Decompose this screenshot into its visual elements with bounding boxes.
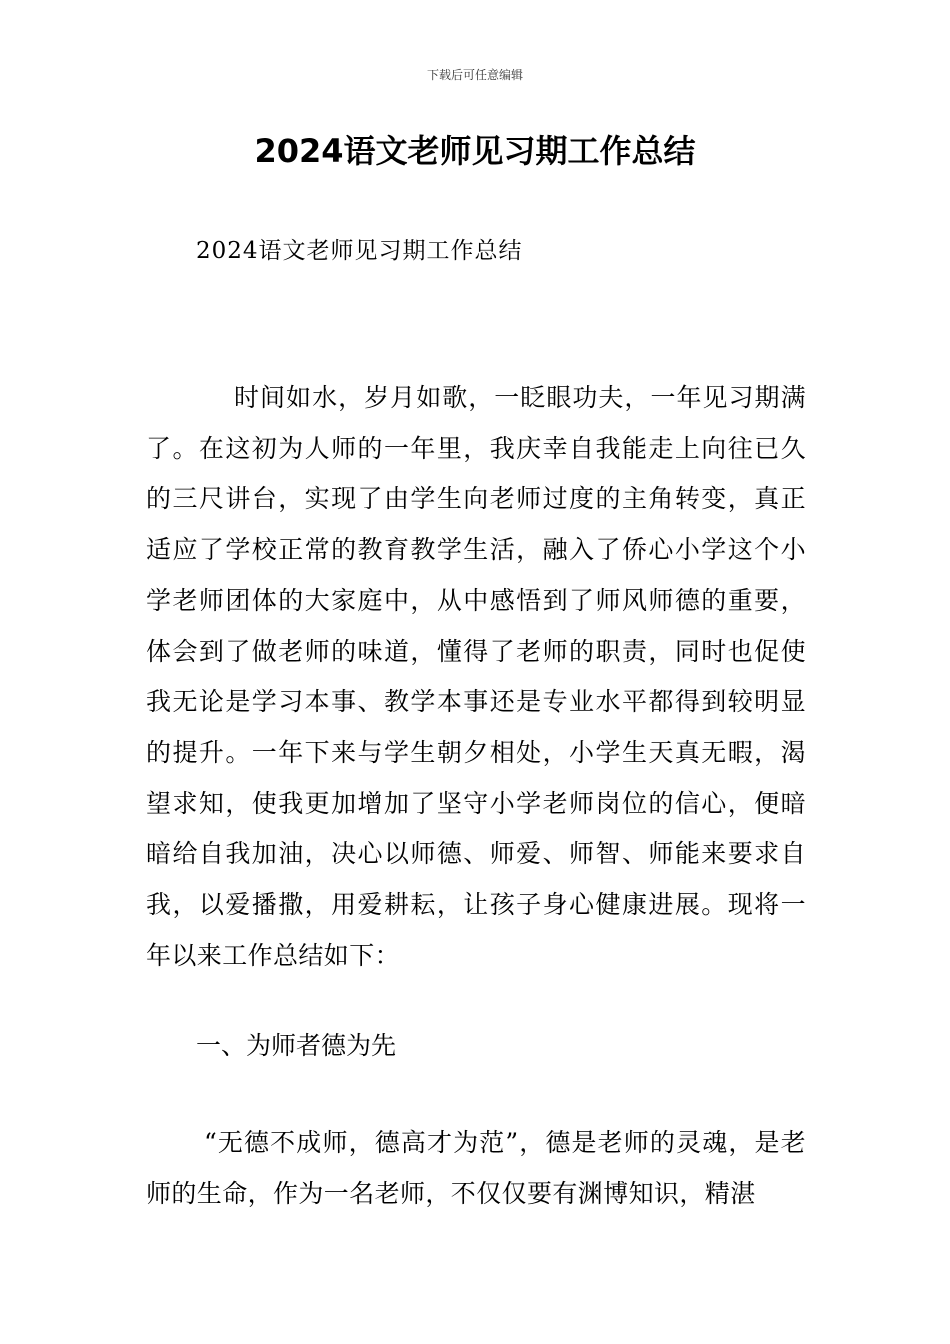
document-title: 2024语文老师见习期工作总结 <box>254 132 696 170</box>
section-1-paragraph: “无德不成师，德高才为范”，德是老师的灵魂，是老师的生命，作为一名老师，不仅仅要有渊博知识，精湛 <box>146 1128 806 1208</box>
document-subtitle: 2024语文老师见习期工作总结 <box>196 238 523 264</box>
section-heading-1: 一、为师者德为先 <box>196 1031 397 1060</box>
intro-paragraph: 时间如水，岁月如歌，一眨眼功夫，一年见习期满了。在这初为人师的一年里，我庆幸自我能走上向往已久的三尺讲台，实现了由学生向老师过度的主角转变，真正适应了学校正常的教育教学生活，融入了侨心小学这个小学老师团体的大家庭中，从中感悟到了师风师德的重要，体会到了做老师的味道，懂得了老师的职责，同时也促使我无论是学习本事、教学本事还是专业水平都得到较明显的提升。一年下来与学生朝夕相处，小学生天真无暇，渴望求知，使我更加增加了坚守小学老师岗位的信心，便暗暗给自我加油，决心以师德、师爱、师智、师能来要求自我，以爱播撒，用爱耕耘，让孩子身心健康进展。现将一年以来工作总结如下： <box>146 383 806 970</box>
download-note: 下载后可任意编辑 <box>426 68 523 82</box>
